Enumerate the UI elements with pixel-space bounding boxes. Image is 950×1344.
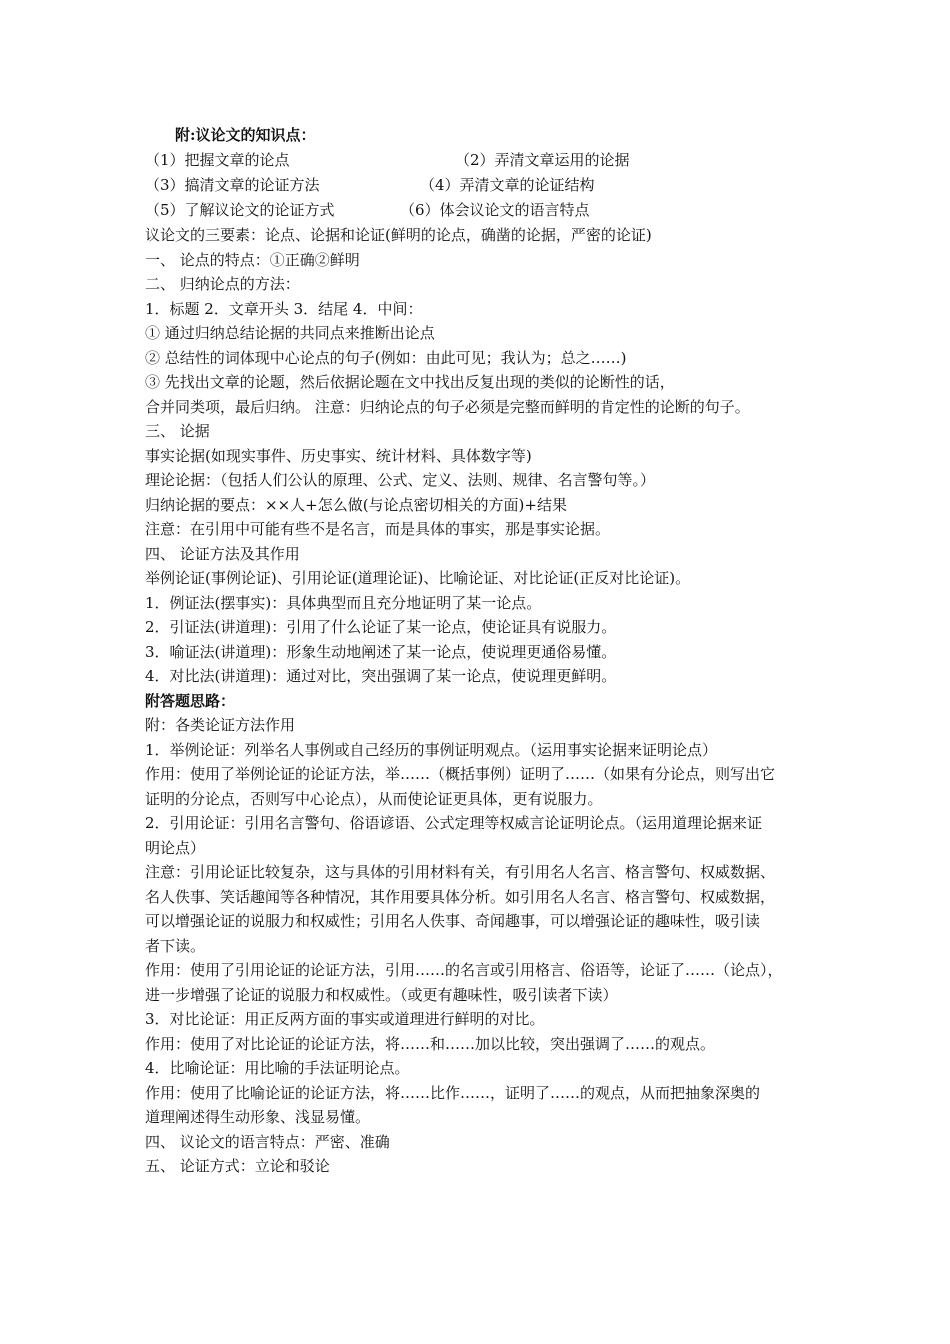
text-line: 2．引证法(讲道理)：引用了什么论证了某一论点，使论证具有说服力。 <box>145 618 617 636</box>
text-line: 一、 论点的特点：①正确②鲜明 <box>145 251 360 269</box>
text-line: 1．例证法(摆事实)：具体典型而且充分地证明了某一论点。 <box>145 594 542 612</box>
text-line: 四、 论证方法及其作用 <box>145 545 300 563</box>
text-line: 4．比喻论证：用比喻的手法证明论点。 <box>145 1059 410 1077</box>
text-line: 举例论证(事例论证)、引用论证(道理论证)、比喻论证、对比论证(正反对比论证)。 <box>145 569 691 587</box>
point-1: （1）把握文章的论点 <box>145 151 290 169</box>
appendix-title: 附:议论文的知识点： <box>175 126 316 144</box>
text-line: 附：各类论证方法作用 <box>145 716 296 734</box>
text-line: 1．举例论证：列举名人事例或自己经历的事例证明观点。（运用事实论据来证明论点） <box>145 741 718 759</box>
point-4: （4）弄清文章的论证结构 <box>420 176 595 194</box>
text-line: 议论文的三要素：论点、论据和论证(鲜明的论点，确凿的论据，严密的论证) <box>145 226 652 244</box>
point-6: （6）体会议论文的语言特点 <box>400 201 590 219</box>
text-line: 作用：使用了比喻论证的论证方法，将……比作……，证明了……的观点，从而把抽象深奥的 <box>145 1084 761 1102</box>
text-line: 事实论据(如现实事件、历史事实、统计材料、具体数字等) <box>145 447 532 465</box>
text-line: 2．引用论证：引用名言警句、俗语谚语、公式定理等权威言论证明论点。（运用道理论据来证 <box>145 814 763 832</box>
text-line: 可以增强论证的说服力和权威性；引用名人佚事、奇闻趣事，可以增强论证的趣味性，吸引读 <box>145 912 761 930</box>
text-line: ② 总结性的词体现中心论点的句子(例如：由此可见；我认为；总之……) <box>145 349 627 367</box>
text-line: 1．标题 2．文章开头 3．结尾 4．中间： <box>145 300 423 318</box>
text-line: ① 通过归纳总结论据的共同点来推断出论点 <box>145 324 435 342</box>
text-line: 进一步增强了论证的说服力和权威性。（或更有趣味性，吸引读者下读） <box>145 986 618 1004</box>
text-line: 附答题思路： <box>145 692 236 710</box>
text-line: 注意：在引用中可能有些不是名言，而是具体的事实，那是事实论据。 <box>145 520 611 538</box>
text-line: 明论点） <box>145 839 206 857</box>
text-line: 3．喻证法(讲道理)：形象生动地阐述了某一论点，使说理更通俗易懂。 <box>145 643 617 661</box>
text-line: 归纳论据的要点：××人+怎么做(与论点密切相关的方面)+结果 <box>145 496 567 514</box>
text-line: 证明的分论点，否则写中心论点），从而使论证更具体，更有说服力。 <box>145 790 603 808</box>
text-line: 合并同类项，最后归纳。 注意：归纳论点的句子必须是完整而鲜明的肯定性的论断的句子。 <box>145 398 750 416</box>
text-line: 3．对比论证：用正反两方面的事实或道理进行鲜明的对比。 <box>145 1010 545 1028</box>
text-line: 4．对比法(讲道理)：通过对比，突出强调了某一论点，使说理更鲜明。 <box>145 667 617 685</box>
point-2: （2）弄清文章运用的论据 <box>455 151 630 169</box>
point-3: （3）搞清文章的论证方法 <box>145 176 320 194</box>
text-line: 三、 论据 <box>145 422 210 440</box>
text-line: 理论论据：（包括人们公认的原理、公式、定义、法则、规律、名言警句等。） <box>145 471 656 489</box>
point-5: （5）了解议论文的论证方式 <box>145 201 335 219</box>
text-line: 作用：使用了举例论证的论证方法，举……（概括事例）证明了……（如果有分论点，则写出它 <box>145 765 776 783</box>
text-line: 道理阐述得生动形象、浅显易懂。 <box>145 1108 371 1126</box>
text-line: 二、 归纳论点的方法： <box>145 275 300 293</box>
text-line: 作用：使用了引用论证的论证方法，引用……的名言或引用格言、俗语等，论证了……（论点）， <box>145 961 783 979</box>
text-line: 者下读。 <box>145 937 206 955</box>
text-line: 名人佚事、笑话趣闻等各种情况，其作用要具体分析。如引用名人名言、格言警句、权威数据， <box>145 888 776 906</box>
text-line: 作用：使用了对比论证的论证方法，将……和……加以比较，突出强调了……的观点。 <box>145 1035 716 1053</box>
text-line: 注意：引用论证比较复杂，这与具体的引用材料有关，有引用名人名言、格言警句、权威数据、 <box>145 863 776 881</box>
text-line: 四、 议论文的语言特点：严密、准确 <box>145 1133 390 1151</box>
text-line: ③ 先找出文章的论题，然后依据论题在文中找出反复出现的类似的论断性的话， <box>145 373 675 391</box>
text-line: 五、 论证方式：立论和驳论 <box>145 1157 330 1175</box>
